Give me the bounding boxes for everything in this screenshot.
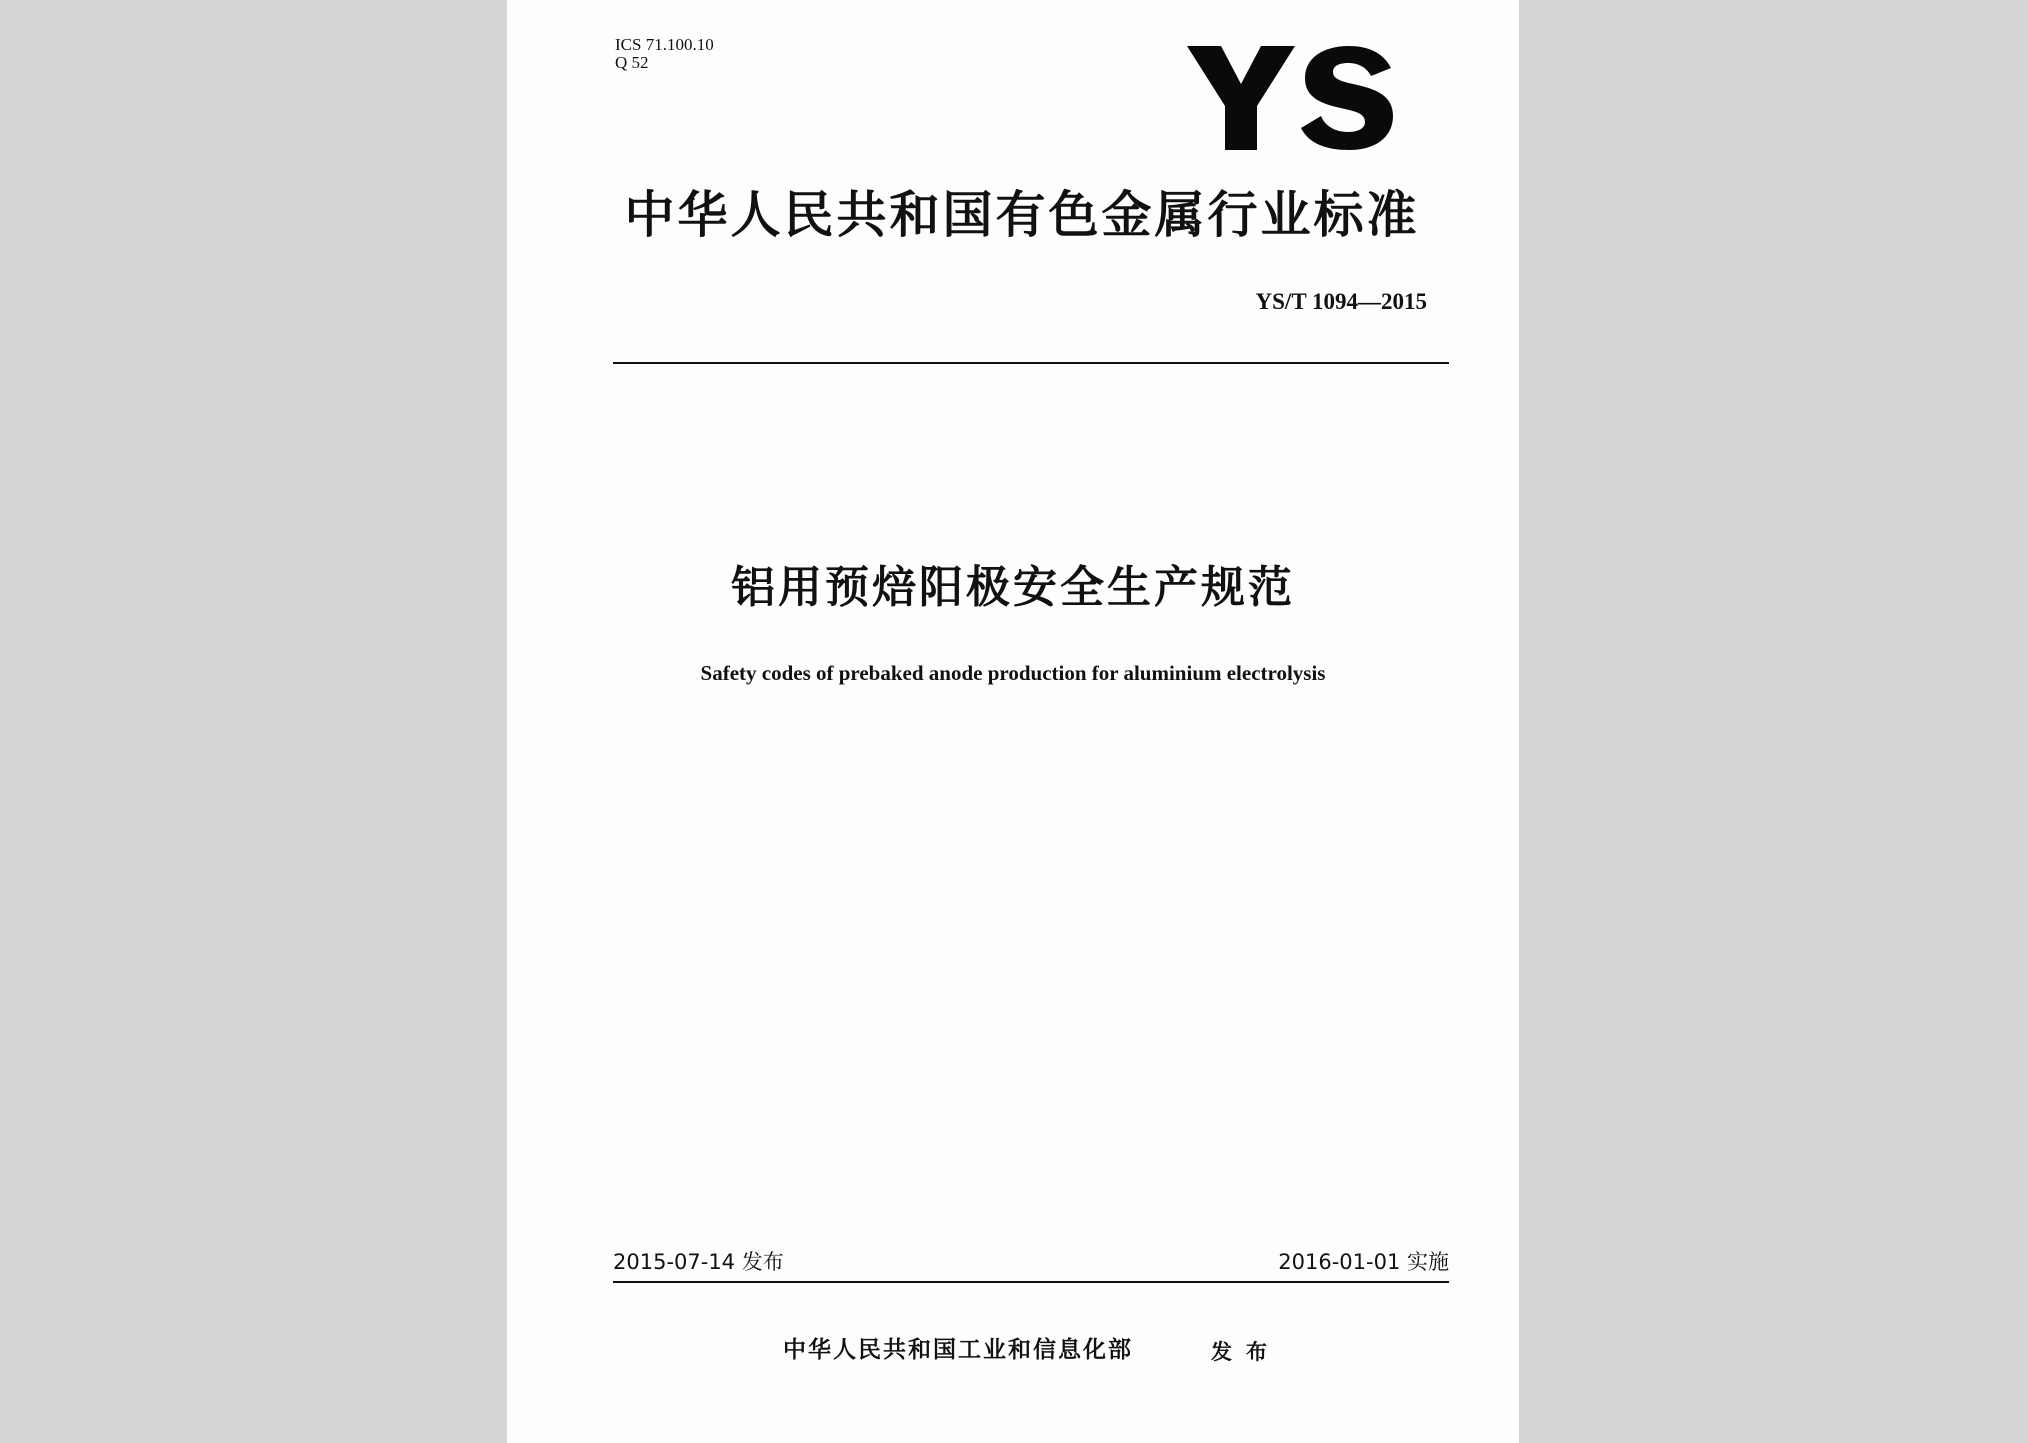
issue-date: 2015-07-14 发布 bbox=[613, 1250, 784, 1274]
bottom-divider bbox=[613, 1281, 1449, 1283]
ics-code: ICS 71.100.10 bbox=[615, 35, 714, 54]
ys-logo-mark bbox=[1187, 46, 1395, 150]
standard-number: YS/T 1094—2015 bbox=[1255, 289, 1427, 314]
publish-label: 发布 bbox=[1211, 1340, 1281, 1364]
title-english: Safety codes of prebaked anode production for aluminium electrolysis bbox=[700, 661, 1326, 685]
publisher: 中华人民共和国工业和信息化部 bbox=[783, 1337, 1133, 1363]
ys-logo bbox=[1187, 46, 1395, 150]
top-divider bbox=[613, 362, 1449, 364]
title-chinese: 铝用预焙阳极安全生产规范 bbox=[731, 562, 1295, 613]
implementation-date: 2016-01-01 实施 bbox=[1278, 1250, 1449, 1274]
document-page bbox=[507, 0, 1519, 1443]
classification-code: Q 52 bbox=[615, 53, 649, 72]
org-title: 中华人民共和国有色金属行业标准 bbox=[624, 186, 1420, 244]
